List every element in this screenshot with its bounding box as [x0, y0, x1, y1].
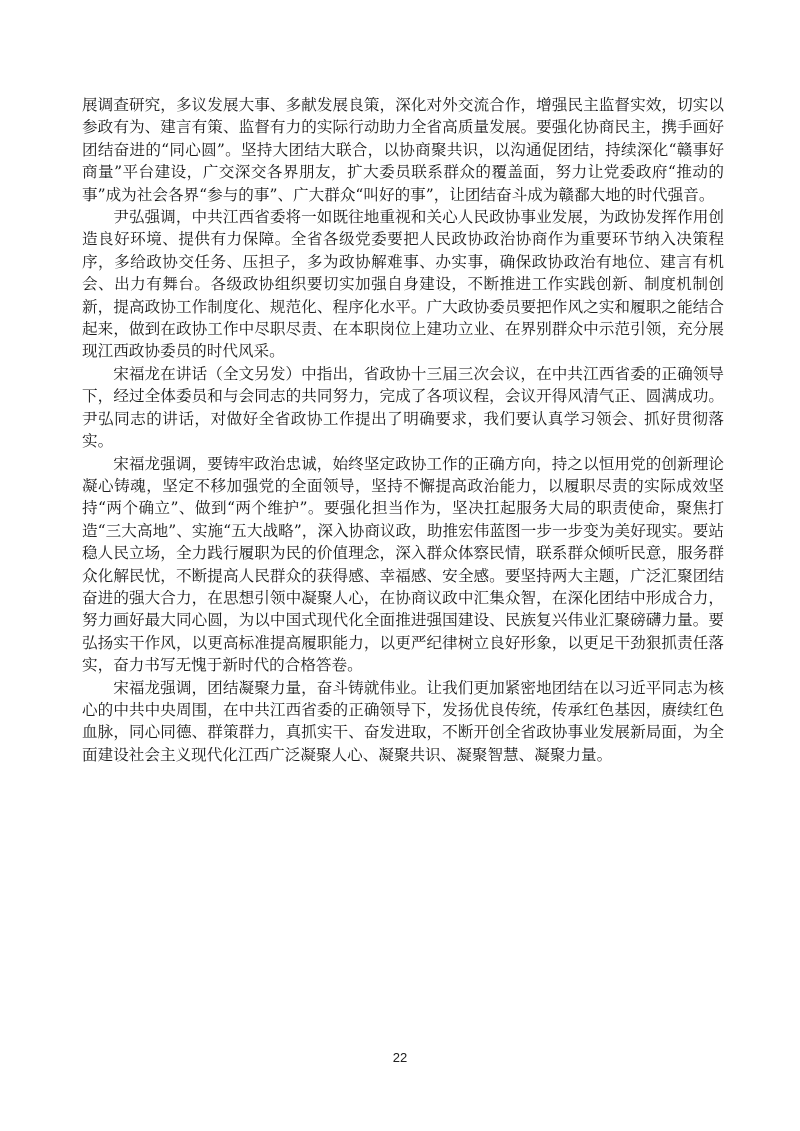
page-number: 22: [392, 1050, 408, 1065]
paragraph-4: 宋福龙强调，要铸牢政治忠诚，始终坚定政协工作的正确方向，持之以恒用党的创新理论凝心铸魂，坚定不移加强党的全面领导，坚持不懈提高政治能力，以履职尽责的实际成效坚持“两个确立”、做到“两个维护”。要强化担当作为，坚决扛起服务大局的职责使命，聚焦打造“三大高地”、实施“五大战略”，深入协商议政，助推宏伟蓝图一步一步变为美好现实。要站稳人民立场，全力践行履职为民的价值理念，深入群众体察民情，联系群众倾听民意，服务群众化解民忧，不断提高人民群众的获得感、幸福感、安全感。要坚持两大主题，广泛汇聚团结奋进的强大合力，在思想引领中凝聚人心，在协商议政中汇集众智，在深化团结中形成合力，努力画好最大同心圆，为以中国式现代化全面推进强国建设、民族复兴伟业汇聚磅礴力量。要弘扬实干作风，以更高标准提高履职能力，以更严纪律树立良好形象，以更足干劲狠抓责任落实，奋力书写无愧于新时代的合格答卷。: [82, 454, 724, 675]
paragraph-2: 尹弘强调，中共江西省委将一如既往地重视和关心人民政协事业发展，为政协发挥作用创造良好环境、提供有力保障。全省各级党委要把人民政协政治协商作为重要环节纳入决策程序，多给政协交任务、压担子，多为政协解难事、办实事，确保政协政治有地位、建言有机会、出力有舞台。各级政协组织要切实加强自身建设，不断推进工作实践创新、制度机制创新，提高政协工作制度化、规范化、程序化水平。广大政协委员要把作风之实和履职之能结合起来，做到在政协工作中尽职尽责、在本职岗位上建功立业、在界别群众中示范引领，充分展现江西政协委员的时代风采。: [82, 208, 724, 361]
paragraph-1: 展调查研究，多议发展大事、多献发展良策，深化对外交流合作，增强民主监督实效，切实以参政有为、建言有策、监督有力的实际行动助力全省高质量发展。要强化协商民主，携手画好团结奋进的“同心圆”。坚持大团结大联合，以协商聚共识，以沟通促团结，持续深化“赣事好商量”平台建设，广交深交各界朋友，扩大委员联系群众的覆盖面，努力让党委政府“推动的事”成为社会各界“参与的事”、广大群众“叫好的事”，让团结奋斗成为赣鄱大地的时代强音。: [82, 96, 724, 204]
paragraph-3: 宋福龙在讲话（全文另发）中指出，省政协十三届三次会议，在中共江西省委的正确领导下，经过全体委员和与会同志的共同努力，完成了各项议程，会议开得风清气正、圆满成功。尹弘同志的讲话，对做好全省政协工作提出了明确要求，我们要认真学习领会、抓好贯彻落实。: [82, 364, 724, 451]
document-body: [82, 94, 724, 766]
paragraph-5: 宋福龙强调，团结凝聚力量，奋斗铸就伟业。让我们更加紧密地团结在以习近平同志为核心的中共中央周围，在中共江西省委的正确领导下，发扬优良传统，传承红色基因，赓续红色血脉，同心同德、群策群力，真抓实干、奋发进取，不断开创全省政协事业发展新局面，为全面建设社会主义现代化江西广泛凝聚人心、凝聚共识、凝聚智慧、凝聚力量。: [82, 678, 724, 764]
